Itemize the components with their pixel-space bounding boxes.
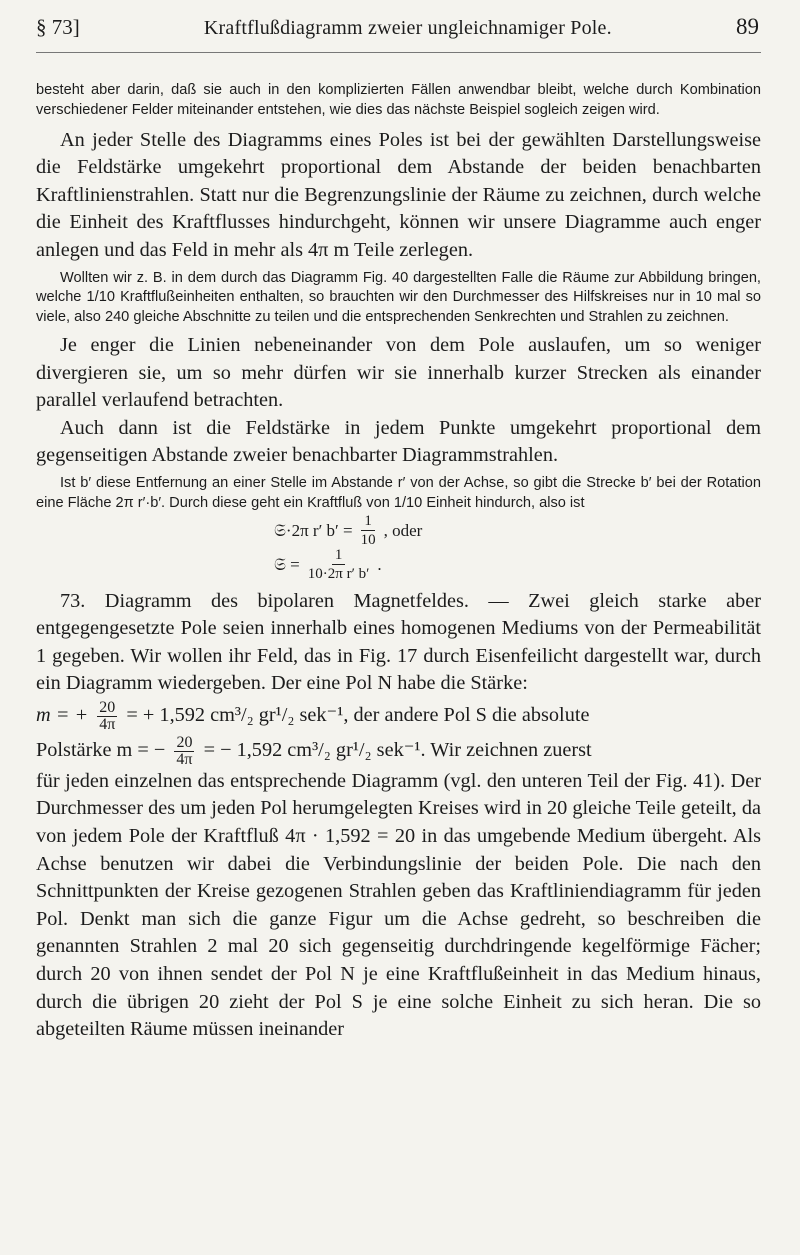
paragraph-example-fig40: Wollten wir z. B. in dem durch das Diagramm Fig. 40 dargestellten Falle die Räume zur Abbildung bringen, welche 1/10 Kraftflußeinheiten enthalten, so brauchten wir den Durchmesser des Hilfskreises nur in 10 mal so viele, also 240 gleiche Abschnitte zu teilen und die entsprechenden Senkrechten und Strahlen zu zeichnen. (36, 269, 761, 326)
section-73-paragraph: 73. Diagramm des bipolaren Magnetfeldes. — Zwei gleich starke aber entgegengesetzte Pole seien innerhalb eines homogenen Mediums von der Permeabilität 1 gegeben. Wir wollen ihr Feld, das in Fig. 17 durch Eisenfeilicht dargestellt war, durch ein Diagramm wiedergeben. Der eine Pol N habe die Stärke: (36, 589, 761, 695)
formula-value: = − 1,592 cm³/₂ gr¹/₂ sek⁻¹. (203, 739, 426, 762)
fraction (174, 735, 194, 768)
fraction-denominator: 10·2π r′ b′ (307, 566, 370, 583)
formula-field-strength (274, 548, 761, 582)
fraction-denominator: 10 (360, 532, 376, 549)
paragraph-diagram-construction: für jeden einzelnen das entsprechende Diagramm (vgl. den unteren Teil der Fig. 41). Der Durchmesser des um jeden Pol herumgelegten Kreises wird in 20 gleiche Teile geteilt, da von jedem Pole der Kraftfluß 4π · 1,592 = 20 in das umgebende Medium übergeht. Als Achse benutzen wir dabei die Verbindungslinie der beiden Pole. Die nach den Schnittpunkten der Kreise gezogenen Strahlen geben das Kraftliniendiagramm für jeden Pol. Denkt man sich die ganze Figur um die Achse gedreht, so beschreiben die genannten Strahlen 2 mal 20 sich gegenseitig durchdringende kegelförmige Fächer; durch 20 von ihnen sendet der Pol N je eine Kraftflußeinheit in das Medium hinaus, durch die übrigen 20 zieht der Pol S je eine solche Einheit zu sich heran. Die so abgeteilten Räume müssen ineinander (36, 769, 761, 1041)
fraction (305, 546, 373, 583)
book-page (36, 14, 761, 1044)
running-header (36, 14, 761, 53)
pole-strength-south (36, 735, 761, 768)
formula-lead: m = + (36, 704, 89, 727)
pole-strength-north (36, 700, 761, 733)
formula-rest: Wir zeichnen zuerst (430, 739, 592, 762)
fraction-numerator: 20 (99, 698, 116, 716)
fraction-numerator: 1 (332, 546, 346, 565)
paragraph-lines-diverge: Je enger die Linien nebeneinander von dem Pole auslaufen, um so weniger divergieren sie, um so mehr dürfen wir sie innerhalb kurzer Strecken als einander parallel verlaufend betrachten. (36, 333, 761, 412)
formula-flux-equation (274, 514, 761, 548)
fraction-numerator: 1 (361, 512, 375, 531)
section-marker: § 73] (36, 15, 80, 39)
formula-tail: . (377, 554, 382, 574)
fraction (97, 700, 117, 733)
formula-lhs: 𝔖 = (274, 554, 300, 574)
paragraph-rotation-area: Ist b′ diese Entfernung an einer Stelle im Abstande r′ von der Achse, so gibt die Strecke b′ bei der Rotation eine Fläche 2π r′·b′. Durch diese geht ein Kraftfluß von 1/10 Einheit hindurch, also ist (36, 474, 761, 511)
formula-block (274, 514, 761, 582)
fraction (358, 512, 379, 549)
formula-tail: , oder (383, 520, 423, 540)
paragraph-inverse-proportional: Auch dann ist die Feldstärke in jedem Punkte umgekehrt proportional dem gegenseitigen Abstande zweier benachbarter Diagrammstrahlen. (36, 416, 761, 467)
formula-lhs: 𝔖·2π r′ b′ = (274, 520, 353, 540)
formula-value: = + 1,592 cm³/₂ gr¹/₂ sek⁻¹, (126, 704, 349, 727)
paragraph-continuation: besteht aber darin, daß sie auch in den komplizierten Fällen anwendbar bleibt, welche durch Kombination verschiedener Felder miteinander entstehen, wie dies das nächste Beispiel sogleich zeigen wird. (36, 82, 761, 118)
page-number: 89 (735, 14, 759, 39)
fraction-numerator: 20 (176, 733, 193, 751)
formula-lead: Polstärke m = − (36, 739, 166, 762)
paragraph-field-strength: An jeder Stelle des Diagramms eines Poles ist bei der gewählten Darstellungsweise die Feldstärke umgekehrt proportional dem Abstande der beiden benachbarten Kraftlinienstrahlen. Statt nur die Begrenzungslinie der Räume zu zeichnen, durch welche die Einheit des Kraftflusses hindurchgeht, können wir unsere Diagramme auch enger anlegen und das Feld in mehr als 4π m Teile zerlegen. (36, 128, 761, 261)
fraction-denominator: 4π (99, 715, 116, 733)
fraction-denominator: 4π (176, 750, 193, 768)
running-title: Kraftflußdiagramm zweier ungleichnamiger Pole. (203, 17, 612, 39)
formula-rest: der andere Pol S die absolute (353, 704, 590, 727)
